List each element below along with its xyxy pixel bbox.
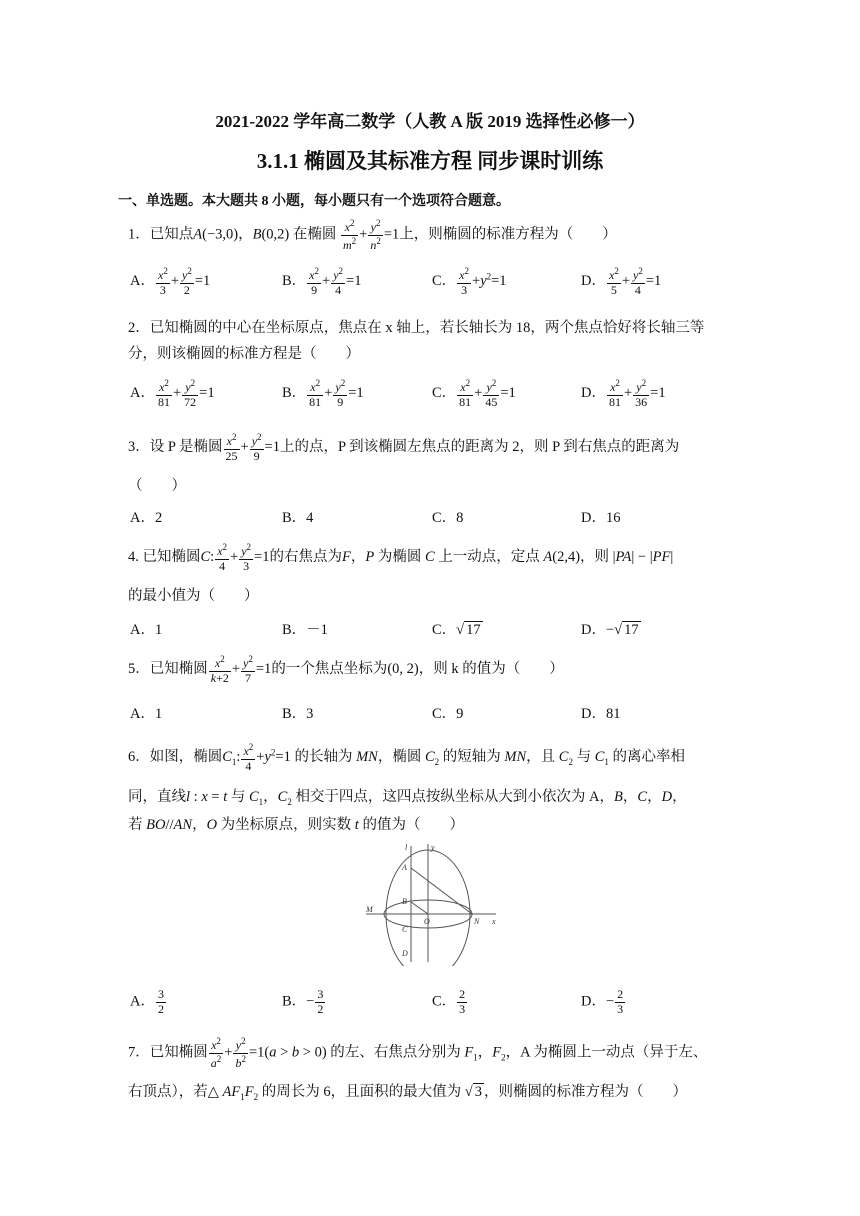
document-subtitle: 3.1.1 椭圆及其标准方程 同步课时训练 bbox=[256, 149, 604, 173]
question-6-option-c[interactable]: C． $\frac{2}{3}$ bbox=[432, 987, 466, 1016]
question-6-option-d[interactable]: D．− $\frac{2}{3}$ bbox=[581, 987, 624, 1016]
figure-label-o: O bbox=[424, 917, 430, 926]
question-1-stem: 1．已知点A(−3,0)，B(0,2) 在椭圆 $\frac{x^2}{m^2}$ + $\frac{y^2}{n^2}$ =1上，则椭圆的标准方程为（ ） bbox=[128, 218, 617, 252]
question-5-option-a[interactable]: A．1 bbox=[130, 706, 163, 722]
figure-label-d: D bbox=[402, 949, 408, 958]
figure-label-y: y bbox=[431, 843, 435, 852]
question-3-option-c[interactable]: C．8 bbox=[432, 510, 464, 526]
question-5-option-b[interactable]: B．3 bbox=[282, 706, 314, 722]
question-1-option-b[interactable]: B． $\frac{x^2}{9}$ + $\frac{y^2}{4}$ =1 bbox=[282, 266, 362, 297]
question-4-option-d[interactable]: D．−√ 17 bbox=[581, 622, 639, 638]
section-heading: 一、单选题。本大题共 8 小题，每小题只有一个选项符合题意。 bbox=[118, 194, 510, 209]
question-3-stem: 3．设 P 是椭圆 $\frac{x^2}{25}$ + $\frac{y^2}{9}$ =1上的点，P 到该椭圆左焦点的距离为 2，则 P 到右焦点的距离为 bbox=[128, 432, 680, 463]
document-title: 2021-2022 学年高二数学（人教 A 版 2019 选择性必修一） bbox=[215, 112, 645, 131]
figure-label-n: N bbox=[474, 917, 480, 926]
question-6-figure bbox=[362, 838, 502, 966]
segment-bo bbox=[411, 902, 428, 914]
figure-label-c: C bbox=[402, 925, 408, 934]
figure-label-l: l bbox=[405, 843, 408, 852]
question-5-stem: 5．已知椭圆 $\frac{x^2}{k+2}$ + $\frac{y^2}{7}$ =1的一个焦点坐标为(0, 2)，则 k 的值为（ ） bbox=[128, 654, 564, 685]
question-6-option-b[interactable]: B．− $\frac{3}{2}$ bbox=[282, 987, 324, 1016]
question-5-option-d[interactable]: D．81 bbox=[581, 706, 621, 722]
question-6-stem-line3: 若 BO//AN，O 为坐标原点，则实数 t 的值为（ ） bbox=[128, 817, 464, 833]
question-2-option-b[interactable]: B． $\frac{x^2}{81}$ + $\frac{y^2}{9}$ =1 bbox=[282, 378, 364, 409]
question-4-option-a[interactable]: A．1 bbox=[130, 622, 163, 638]
question-2-option-c[interactable]: C． $\frac{x^2}{81}$ + $\frac{y^2}{45}$ =1 bbox=[432, 378, 516, 409]
question-7-stem-line1: 7．已知椭圆 $\frac{x^2}{a^2}$ + $\frac{y^2}{b^2}$ =1(a > b > 0) 的左、右焦点分别为 $F_1$，$F_2$，A 为椭圆上一动点（异于左、 bbox=[128, 1036, 708, 1070]
question-1-option-a[interactable]: A． $\frac{x^2}{3}$ + $\frac{y^2}{2}$ =1 bbox=[130, 266, 211, 297]
question-2-option-a[interactable]: A． $\frac{x^2}{81}$ + $\frac{y^2}{72}$ =1 bbox=[130, 378, 215, 409]
question-3-stem-line2: （ ） bbox=[128, 478, 186, 494]
segment-an bbox=[411, 868, 472, 914]
question-4-option-c[interactable]: C．√ 17 bbox=[432, 622, 481, 638]
question-7-stem-line2: 右顶点），若△ $AF_1F_2$ 的周长为 6，且面积的最大值为 √ 3 ，则椭圆的标准方程为（ ） bbox=[128, 1084, 687, 1102]
figure-label-b: B bbox=[402, 897, 407, 906]
question-4-option-b[interactable]: B．－1 bbox=[282, 622, 328, 638]
question-4-stem: 4. 已知椭圆C: $\frac{x^2}{4}$ + $\frac{y^2}{3}$ =1的右焦点为F，P 为椭圆 C 上一动点，定点 A(2,4)，则 |PA| − |PF| bbox=[128, 542, 674, 573]
question-2-option-d[interactable]: D． $\frac{x^2}{81}$ + $\frac{y^2}{36}$ =1 bbox=[581, 378, 666, 409]
question-6-stem-line2: 同，直线l : x = t 与 $C_1$，$C_2$ 相交于四点，这四点按纵坐标从大到小依次为 A，B，C，D， bbox=[128, 789, 687, 807]
question-2-stem-line1: 2．已知椭圆的中心在坐标原点，焦点在 x 轴上，若长轴长为 18，两个焦点恰好将长轴三等 bbox=[128, 320, 705, 336]
question-1-option-c[interactable]: C． $\frac{x^2}{3}$ $+y^2=1$ bbox=[432, 266, 507, 297]
question-1-option-d[interactable]: D． $\frac{x^2}{5}$ + $\frac{y^2}{4}$ =1 bbox=[581, 266, 662, 297]
question-4-stem-line2: 的最小值为（ ） bbox=[128, 588, 259, 604]
question-6-stem-line1: 6．如图，椭圆$C_1$: $\frac{x^2}{4}$ $+y^2=1$ 的长轴为 MN，椭圆 $C_2$ 的短轴为 MN，且 $C_2$ 与 $C_1$ 的离心率相 bbox=[128, 742, 685, 773]
question-6-option-a[interactable]: A． $\frac{3}{2}$ bbox=[130, 987, 164, 1016]
question-3-option-b[interactable]: B．4 bbox=[282, 510, 314, 526]
question-3-option-d[interactable]: D．16 bbox=[581, 510, 621, 526]
figure-label-a: A bbox=[402, 863, 407, 872]
figure-label-m: M bbox=[366, 905, 373, 914]
question-2-stem-line2: 分，则该椭圆的标准方程是（ ） bbox=[128, 346, 360, 362]
question-5-option-c[interactable]: C．9 bbox=[432, 706, 464, 722]
figure-label-x: x bbox=[492, 917, 496, 926]
question-3-option-a[interactable]: A．2 bbox=[130, 510, 163, 526]
